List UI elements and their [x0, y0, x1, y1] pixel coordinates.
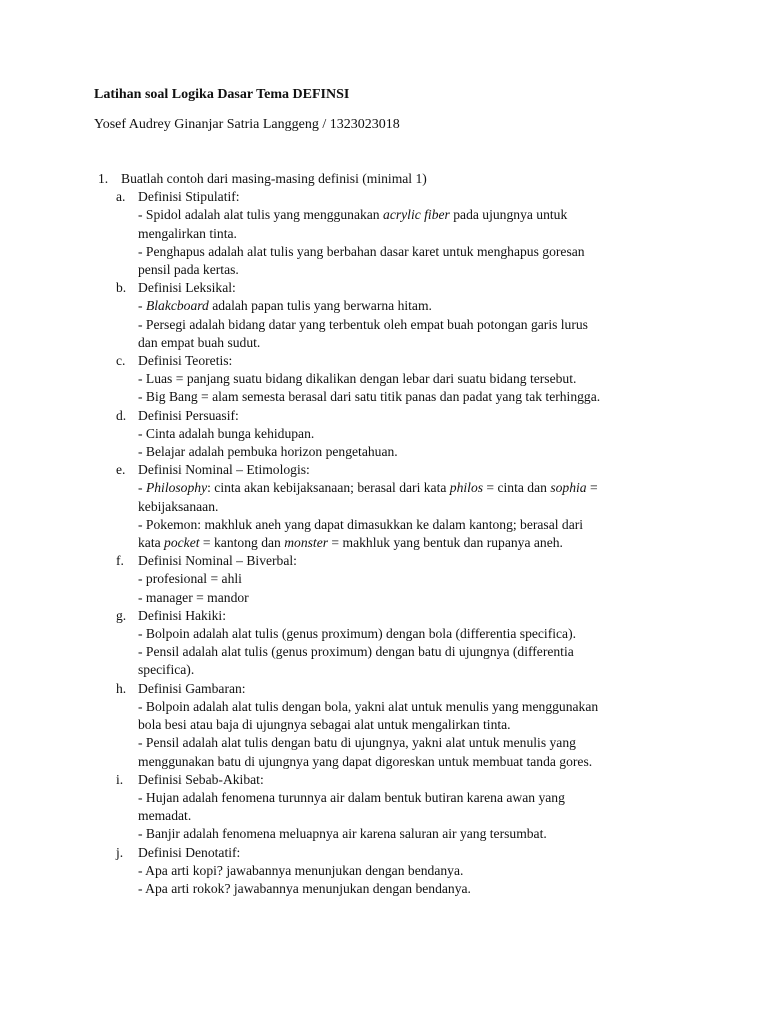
italic-term: philos — [449, 480, 484, 496]
definition-title: Definisi Leksikal: — [138, 280, 236, 296]
definition-letter: b. — [116, 280, 127, 296]
italic-term: pocket — [164, 535, 200, 551]
definition-item — [94, 407, 674, 462]
definition-example-line: - Bolpoin adalah alat tulis dengan bola, yakni alat untuk menulis yang menggunakan — [138, 698, 599, 714]
definition-item — [94, 844, 674, 899]
definition-title: Definisi Nominal – Etimologis: — [138, 462, 310, 478]
definition-title: Definisi Hakiki: — [138, 607, 226, 623]
definition-title: Definisi Teoretis: — [138, 353, 233, 369]
definition-example-line: - Belajar adalah pembuka horizon pengetahuan. — [138, 444, 398, 460]
definition-title: Definisi Denotatif: — [138, 844, 241, 860]
definition-letter: j. — [116, 844, 124, 860]
definition-example-line: memadat. — [138, 808, 192, 824]
definition-example-line: - Bolpoin adalah alat tulis (genus proximum) dengan bola (differentia specifica). — [138, 626, 577, 642]
question-number: 1. — [98, 171, 109, 186]
definition-letter: c. — [116, 353, 126, 369]
definition-letter: f. — [116, 553, 124, 569]
definition-example-line: - Pokemon: makhluk aneh yang dapat dimasukkan ke dalam kantong; berasal dari — [138, 516, 584, 532]
italic-term: Blakcboard — [145, 298, 209, 314]
italic-term: monster — [284, 535, 329, 551]
definition-title: Definisi Gambaran: — [138, 680, 246, 696]
question-block — [94, 170, 674, 898]
definition-example-line: - manager = mandor — [138, 589, 249, 605]
definition-example-line: - Big Bang = alam semesta berasal dari satu titik panas dan padat yang tak terhingga. — [138, 389, 601, 405]
definition-example-line: - Blakcboard adalah papan tulis yang berwarna hitam. — [138, 298, 432, 314]
definition-example-line: - Philosophy: cinta akan kebijaksanaan; berasal dari kata philos = cinta dan sophia = — [138, 480, 598, 496]
definition-example-line: - Hujan adalah fenomena turunnya air dalam bentuk butiran karena awan yang — [138, 789, 565, 805]
definition-example-line: - Luas = panjang suatu bidang dikalikan dengan lebar dari suatu bidang tersebut. — [138, 371, 577, 387]
definition-example-line: menggunakan batu di ujungnya yang dapat digoreskan untuk membuat tanda gores. — [138, 753, 593, 769]
definition-letter: e. — [116, 462, 126, 478]
italic-term: sophia — [550, 480, 587, 496]
definition-example-line: - Persegi adalah bidang datar yang terbentuk oleh empat buah potongan garis lurus — [138, 316, 588, 332]
definition-example-line: dan empat buah sudut. — [138, 334, 261, 350]
definition-example-line: - Cinta adalah bunga kehidupan. — [138, 425, 315, 441]
definition-example-line: - Apa arti rokok? jawabannya menunjukan dengan bendanya. — [138, 880, 471, 896]
question-text: Buatlah contoh dari masing-masing definisi (minimal 1) — [121, 171, 427, 186]
definition-example-line: - profesional = ahli — [138, 571, 242, 587]
definition-item — [94, 607, 674, 680]
definition-example-line: kata pocket = kantong dan monster = makhluk yang bentuk dan rupanya aneh. — [138, 535, 563, 551]
definition-letter: d. — [116, 407, 127, 423]
definition-letter: i. — [116, 771, 124, 787]
definition-letter: a. — [116, 189, 126, 205]
definition-item — [94, 352, 674, 407]
definition-title: Definisi Stipulatif: — [138, 189, 240, 205]
definition-example-line: - Penghapus adalah alat tulis yang berbahan dasar karet untuk menghapus goresan — [138, 243, 585, 259]
definition-title: Definisi Sebab-Akibat: — [138, 771, 264, 787]
definition-item — [94, 188, 674, 279]
definition-item — [94, 680, 674, 771]
definition-example-line: mengalirkan tinta. — [138, 225, 237, 241]
definition-example-line: bola besi atau baja di ujungnya sebagai alat untuk mengalirkan tinta. — [138, 717, 511, 733]
definition-example-line: kebijaksanaan. — [138, 498, 219, 514]
definition-letter: h. — [116, 680, 127, 696]
author-line: Yosef Audrey Ginanjar Satria Langgeng / 1323023018 — [94, 117, 400, 132]
definition-list — [94, 188, 674, 898]
definition-example-line: specifica). — [138, 662, 195, 678]
definition-item — [94, 461, 674, 552]
definition-example-line: - Apa arti kopi? jawabannya menunjukan dengan bendanya. — [138, 862, 464, 878]
definition-item — [94, 279, 674, 352]
definition-example-line: - Spidol adalah alat tulis yang menggunakan acrylic fiber pada ujungnya untuk — [138, 207, 568, 223]
definition-title: Definisi Nominal – Biverbal: — [138, 553, 297, 569]
definition-title: Definisi Persuasif: — [138, 407, 239, 423]
definition-example-line: pensil pada kertas. — [138, 262, 239, 278]
definition-example-line: - Banjir adalah fenomena meluapnya air karena saluran air yang tersumbat. — [138, 826, 547, 842]
definition-letter: g. — [116, 607, 127, 623]
definition-example-line: - Pensil adalah alat tulis (genus proximum) dengan batu di ujungnya (differentia — [138, 644, 574, 660]
definition-example-line: - Pensil adalah alat tulis dengan batu di ujungnya, yakni alat untuk menulis yang — [138, 735, 576, 751]
italic-term: Philosophy — [145, 480, 208, 496]
definition-item — [94, 771, 674, 844]
definition-item — [94, 552, 674, 607]
document-title: Latihan soal Logika Dasar Tema DEFINSI — [94, 87, 350, 102]
question-heading — [94, 170, 674, 188]
italic-term: acrylic fiber — [383, 207, 450, 223]
